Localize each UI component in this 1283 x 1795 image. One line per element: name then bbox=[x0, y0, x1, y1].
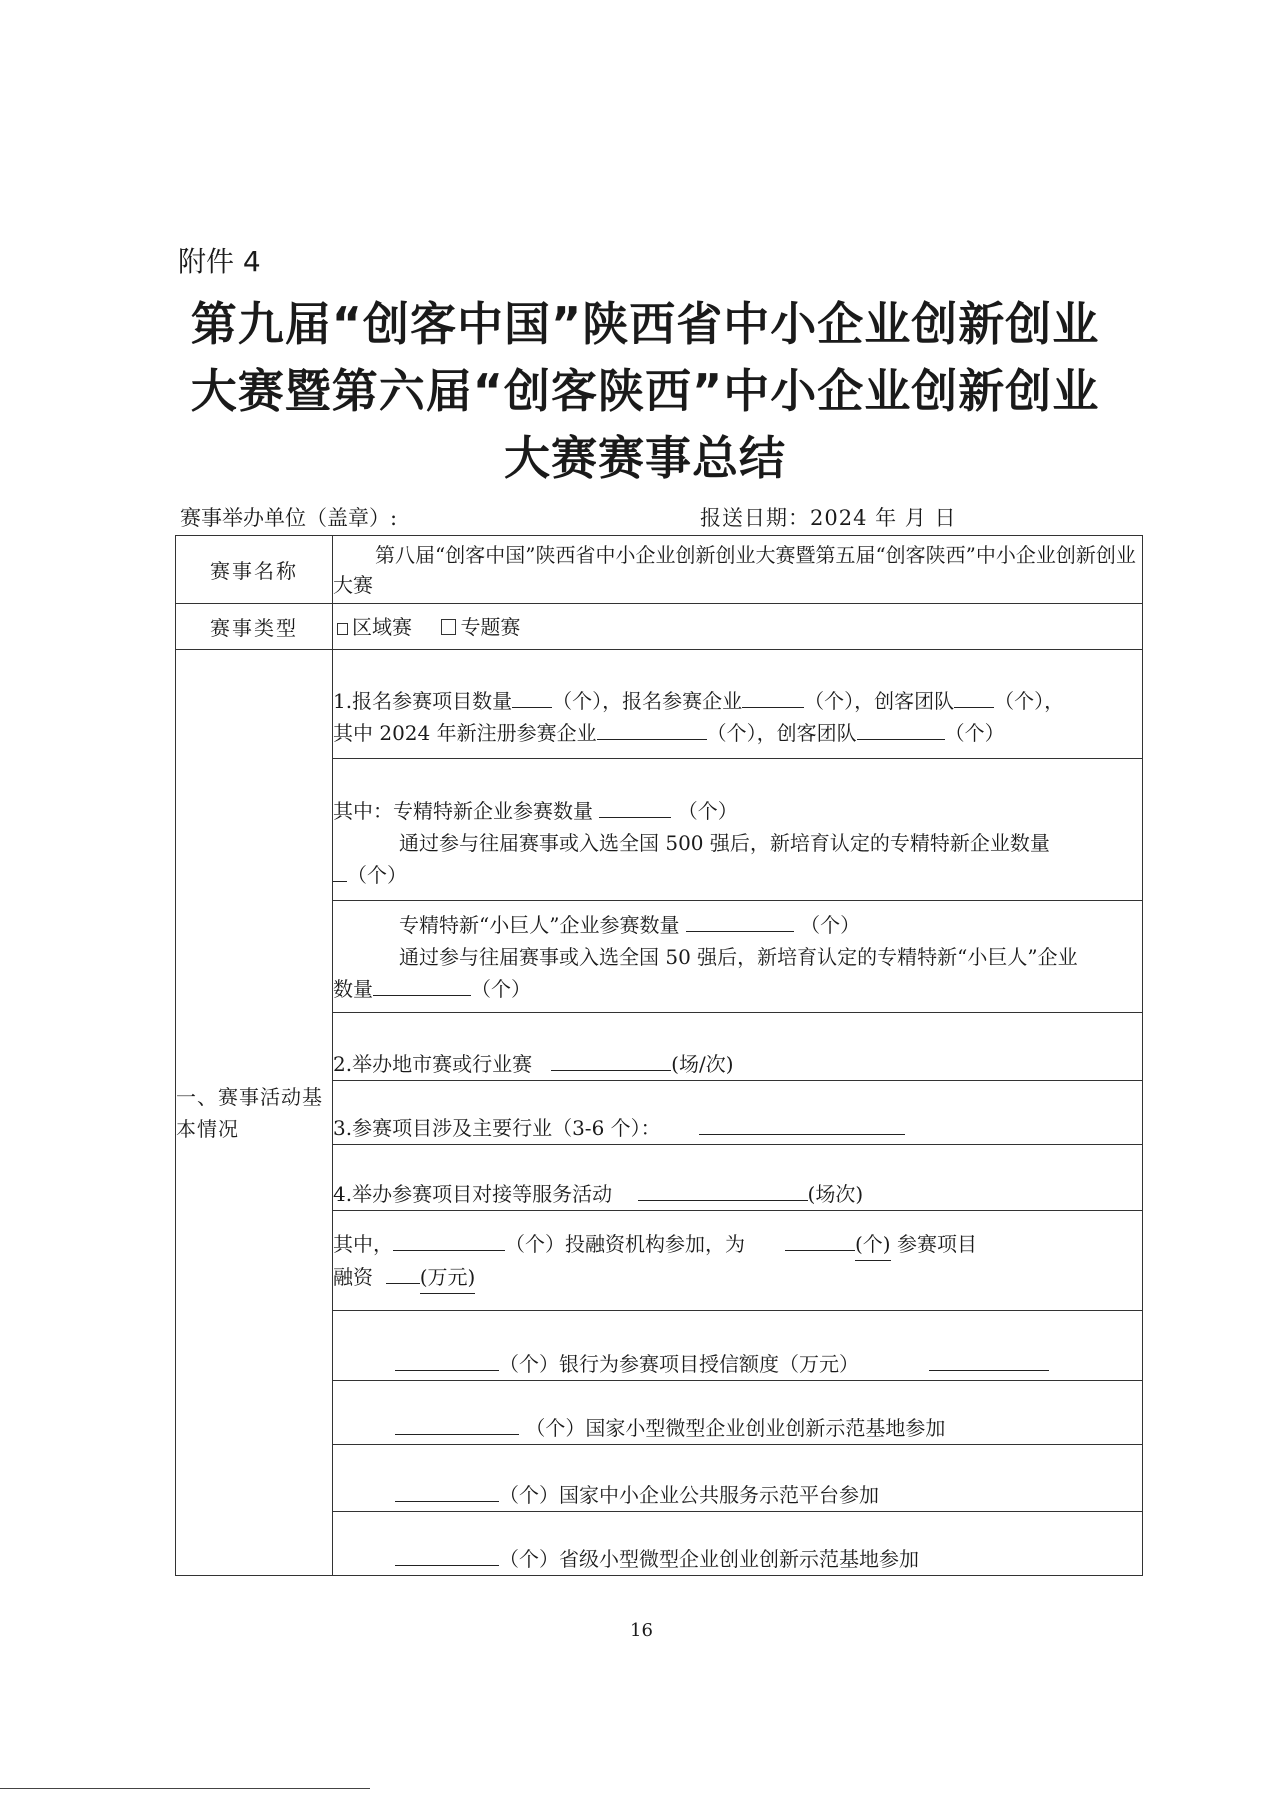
organizer-label: 赛事举办单位（盖章）: bbox=[180, 506, 398, 530]
event-type-options bbox=[333, 604, 1143, 650]
provincial-bases-label: （个）省级小型微型企业创业创新示范基地参加 bbox=[499, 1547, 919, 1571]
specialized-count-label: 其中：专精特新企业参赛数量 bbox=[333, 798, 593, 823]
specialized-new-label: 通过参与往届赛事或入选全国 500 强后，新培育认定的专精特新企业数量 bbox=[399, 830, 1050, 855]
financed-projects-unit: (个) bbox=[855, 1228, 891, 1261]
new-teams-unit: （个） bbox=[944, 721, 1005, 745]
little-giant-new-field[interactable] bbox=[373, 973, 471, 996]
report-date-label: 报送日期：2024 年 月 日 bbox=[700, 506, 957, 530]
city-competitions-label: 2.举办地市赛或行业赛 bbox=[333, 1052, 533, 1076]
little-giant-new-label-tail: 数量 bbox=[333, 976, 373, 1001]
document-title-line-2: 大赛暨第六届“创客陕西”中小企业创新创业 bbox=[190, 364, 1100, 418]
service-platforms-label: （个）国家中小企业公共服务示范平台参加 bbox=[499, 1483, 879, 1507]
new-enterprises-field[interactable] bbox=[597, 717, 707, 740]
financing-amount-field[interactable] bbox=[386, 1261, 420, 1284]
national-bases-field[interactable] bbox=[395, 1412, 519, 1435]
special-checkbox[interactable] bbox=[441, 619, 456, 635]
financing-label: 融资 bbox=[333, 1264, 373, 1289]
event-name-text: 第八届“创客中国”陕西省中小企业创新创业大赛暨第五届“创客陕西”中小企业创新创业大赛 bbox=[333, 542, 1136, 597]
industries-content bbox=[333, 1081, 1143, 1145]
basic-info-label: 一、赛事活动基本情况 bbox=[176, 650, 333, 1576]
investment-prefix: 其中， bbox=[333, 1231, 393, 1256]
row-registration bbox=[176, 650, 1143, 759]
row-event-name bbox=[176, 536, 1143, 604]
industries-field[interactable] bbox=[699, 1112, 905, 1135]
little-giants-content bbox=[333, 901, 1143, 1013]
city-competitions-unit: (场/次) bbox=[671, 1052, 734, 1076]
reg-projects-label: 1.报名参赛项目数量 bbox=[333, 689, 513, 713]
regional-option-label: 区域赛 bbox=[352, 614, 412, 639]
bottom-edge-line bbox=[0, 1788, 370, 1789]
row-event-type bbox=[176, 604, 1143, 650]
event-type-label: 赛事类型 bbox=[176, 604, 333, 650]
reg-enterprises-field[interactable] bbox=[742, 685, 804, 708]
reg-projects-field[interactable] bbox=[512, 685, 552, 708]
provincial-bases-content bbox=[333, 1512, 1143, 1576]
service-activities-field[interactable] bbox=[638, 1178, 808, 1201]
summary-form-table bbox=[175, 535, 1143, 1576]
regional-checkbox[interactable] bbox=[337, 623, 348, 635]
registration-counts bbox=[333, 650, 1143, 759]
banks-count-field[interactable] bbox=[395, 1348, 499, 1371]
little-giant-new-label: 通过参与往届赛事或入选全国 50 强后，新培育认定的专精特新“小巨人”企业 bbox=[399, 944, 1078, 969]
new-teams-field[interactable] bbox=[857, 717, 945, 740]
investment-content bbox=[333, 1211, 1143, 1311]
service-activities-unit: (场次) bbox=[807, 1182, 864, 1206]
document-title-line-1: 第九届“创客中国”陕西省中小企业创新创业 bbox=[190, 297, 1100, 351]
reg-teams-label: （个），创客团队 bbox=[804, 689, 955, 713]
reg-enterprises-label: （个），报名参赛企业 bbox=[552, 689, 743, 713]
credit-amount-field[interactable] bbox=[929, 1348, 1049, 1371]
national-bases-content bbox=[333, 1381, 1143, 1445]
specialized-count-unit: （个） bbox=[677, 798, 738, 823]
banks-content bbox=[333, 1311, 1143, 1381]
page-number: 16 bbox=[630, 1620, 653, 1641]
specialized-enterprises-content bbox=[333, 759, 1143, 901]
event-name-label: 赛事名称 bbox=[176, 536, 333, 604]
financed-projects-field[interactable] bbox=[785, 1228, 855, 1251]
service-activities-content bbox=[333, 1145, 1143, 1211]
banks-label: （个）银行为参赛项目授信额度（万元） bbox=[499, 1352, 859, 1376]
industries-label: 3.参赛项目涉及主要行业（3-6 个）： bbox=[333, 1116, 661, 1140]
service-activities-label: 4.举办参赛项目对接等服务活动 bbox=[333, 1182, 613, 1206]
little-giant-count-field[interactable] bbox=[686, 909, 794, 932]
reg-teams-field[interactable] bbox=[954, 685, 994, 708]
financed-projects-label: 参赛项目 bbox=[896, 1231, 977, 1256]
investment-institutions-label: （个）投融资机构参加，为 bbox=[505, 1231, 745, 1256]
little-giant-new-unit: （个） bbox=[471, 976, 531, 1001]
financing-unit: (万元) bbox=[420, 1261, 476, 1294]
new-enterprises-label: 其中 2024 年新注册参赛企业 bbox=[333, 721, 597, 745]
special-option-label: 专题赛 bbox=[460, 614, 521, 639]
specialized-new-field[interactable] bbox=[333, 859, 347, 882]
attachment-label: 附件 4 bbox=[178, 245, 261, 278]
reg-teams-unit: （个）， bbox=[994, 689, 1065, 713]
provincial-bases-field[interactable] bbox=[395, 1543, 499, 1566]
investment-institutions-field[interactable] bbox=[393, 1228, 505, 1251]
service-platforms-content bbox=[333, 1445, 1143, 1512]
little-giant-count-unit: （个） bbox=[800, 912, 861, 937]
city-competitions-content bbox=[333, 1013, 1143, 1081]
national-bases-label: （个）国家小型微型企业创业创新示范基地参加 bbox=[525, 1416, 946, 1440]
event-name-value bbox=[333, 536, 1143, 604]
document-title-line-3: 大赛赛事总结 bbox=[504, 431, 786, 485]
specialized-count-field[interactable] bbox=[599, 795, 671, 818]
city-competitions-field[interactable] bbox=[551, 1048, 671, 1071]
service-platforms-field[interactable] bbox=[395, 1479, 499, 1502]
new-teams-label: （个），创客团队 bbox=[706, 721, 857, 745]
specialized-new-unit: （个） bbox=[347, 862, 407, 887]
little-giant-count-label: 专精特新“小巨人”企业参赛数量 bbox=[399, 912, 680, 937]
